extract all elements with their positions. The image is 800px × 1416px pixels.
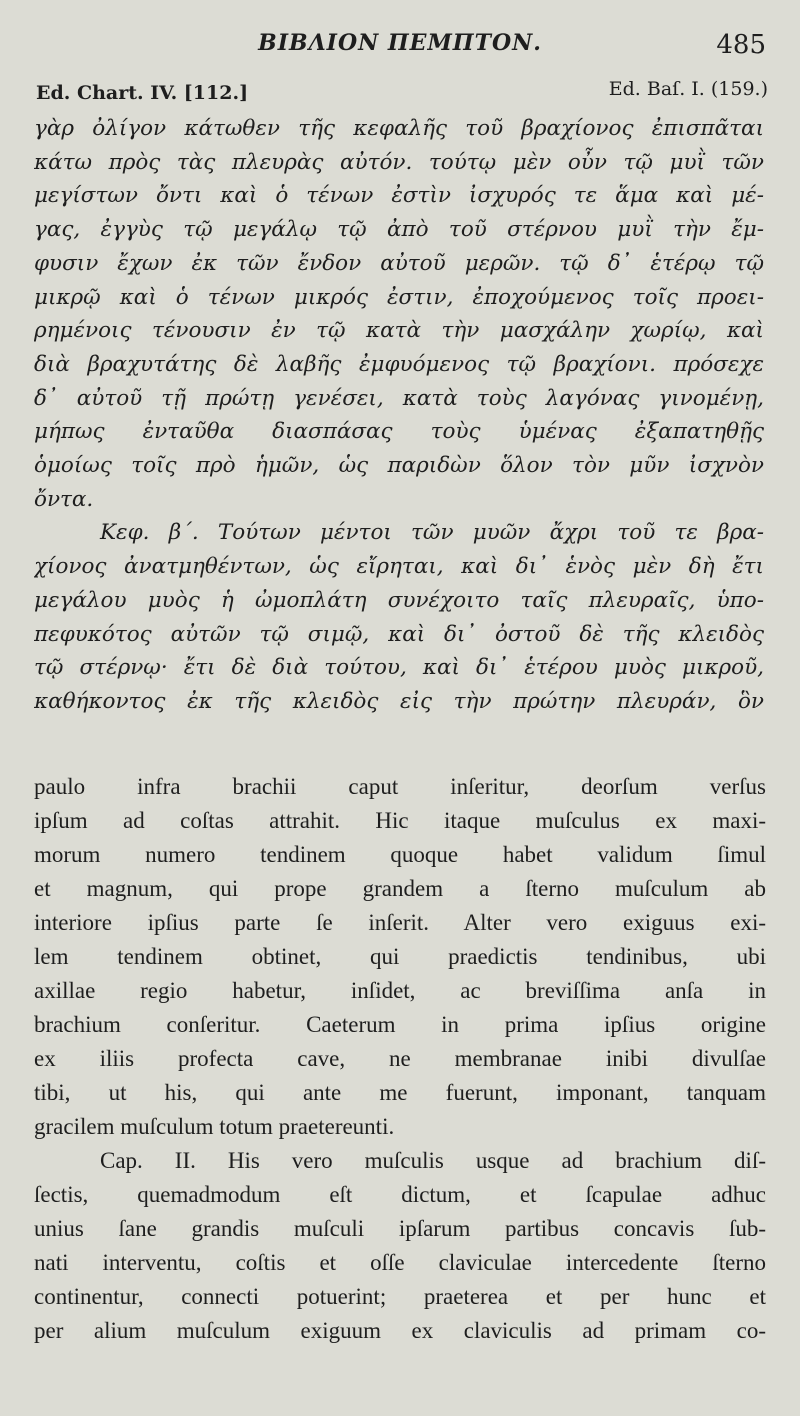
- chapter-heading-latin-line: Cap. II. His vero muſculis usque ad brachium diſ-: [100, 1148, 766, 1173]
- latin-line: per alium muſculum exiguum ex claviculis ad primam co-: [34, 1318, 766, 1343]
- latin-line: ſectis, quemadmodum eſt dictum, et ſcapulae adhuc: [34, 1182, 766, 1207]
- latin-line: brachium conſeritur. Caeterum in prima ipſius origine: [34, 1012, 766, 1037]
- greek-line: μικρῷ καὶ ὁ τένων μικρός ἐστιν, ἐποχούμενος τοῖς προει-: [34, 284, 764, 310]
- greek-line: ὄντα.: [34, 486, 94, 512]
- greek-line: ρημένοις τένουσιν ἐν τῷ κατὰ τὴν μασχάλην χωρίῳ, καὶ: [34, 318, 764, 344]
- chapter-heading-greek-line: Κεφ. β΄. Τούτων μέντοι τῶν μυῶν ἄχρι τοῦ τε βρα-: [100, 520, 764, 546]
- latin-line: unius ſane grandis muſculi ipſarum partibus concavis ſub-: [34, 1216, 766, 1241]
- greek-line: φυσιν ἔχων ἐκ τῶν ἔνδον αὐτοῦ μερῶν. τῷ δ᾽ ἑτέρῳ τῷ: [34, 250, 764, 276]
- latin-line: morum numero tendinem quoque habet validum ſimul: [34, 842, 766, 867]
- edition-reference-right: Ed. Baſ. I. (159.): [608, 78, 768, 100]
- greek-line: κάτω πρὸς τὰς πλευρὰς αὐτόν. τούτῳ μὲν οὖν τῷ μυῒ τῶν: [34, 149, 764, 175]
- latin-line: interiore ipſius parte ſe inſerit. Alter vero exiguus exi-: [34, 910, 766, 935]
- greek-line: καθήκοντος ἐκ τῆς κλειδὸς εἰς τὴν πρώτην πλευράν, ὃν: [34, 688, 764, 714]
- latin-line: continentur, connecti potuerint; praeterea et per hunc et: [34, 1284, 766, 1309]
- greek-line: δ᾽ αὐτοῦ τῇ πρώτῃ γενέσει, κατὰ τοὺς λαγόνας γινομένῃ,: [34, 385, 764, 411]
- page-number: 485: [716, 30, 766, 60]
- latin-line: ex iliis profecta cave, ne membranae inibi divulſae: [34, 1046, 766, 1071]
- greek-line: μεγάλου μυὸς ἡ ὠμοπλάτη συνέχοιτο ταῖς πλευραῖς, ὑπο-: [34, 587, 764, 613]
- greek-line: τῷ στέρνῳ· ἔτι δὲ διὰ τούτου, καὶ δι᾽ ἑτέρου μυὸς μικροῦ,: [34, 655, 764, 681]
- greek-line: γας, ἐγγὺς τῷ μεγάλῳ τῷ ἀπὸ τοῦ στέρνου μυῒ τὴν ἔμ-: [34, 217, 764, 243]
- latin-line: lem tendinem obtinet, qui praedictis tendinibus, ubi: [34, 944, 766, 969]
- greek-line: ὁμοίως τοῖς πρὸ ἡμῶν, ὡς παριδὼν ὅλον τὸν μῦν ἰσχνὸν: [34, 453, 764, 479]
- greek-line: χίονος ἀνατμηθέντων, ὡς εἴρηται, καὶ δι᾽ ἑνὸς μὲν δὴ ἔτι: [34, 554, 764, 580]
- greek-line: μήπως ἐνταῦθα διασπάσας τοὺς ὑμένας ἐξαπατηθῇς: [34, 419, 764, 445]
- greek-line: πεφυκότος αὐτῶν τῷ σιμῷ, καὶ δι᾽ ὀστοῦ δὲ τῆς κλειδὸς: [34, 621, 764, 647]
- latin-line: et magnum, qui prope grandem a ſterno muſculum ab: [34, 876, 766, 901]
- greek-line: μεγίστων ὄντι καὶ ὁ τένων ἐστὶν ἰσχυρός τε ἅμα καὶ μέ-: [34, 183, 764, 209]
- greek-line: γὰρ ὀλίγον κάτωθεν τῆς κεφαλῆς τοῦ βραχίονος ἐπισπᾶται: [34, 116, 764, 141]
- latin-line: nati interventu, coſtis et oſſe claviculae intercedente ſterno: [34, 1250, 766, 1275]
- latin-line: axillae regio habetur, inſidet, ac breviſſima anſa in: [34, 978, 766, 1003]
- latin-line: tibi, ut his, qui ante me fuerunt, imponant, tanquam: [34, 1080, 766, 1105]
- latin-line: paulo infra brachii caput inſeritur, deorſum verſus: [34, 774, 766, 799]
- greek-text-block: [34, 112, 764, 719]
- latin-line: ipſum ad coſtas attrahit. Hic itaque muſculus ex maxi-: [34, 808, 766, 833]
- greek-line: διὰ βραχυτάτης δὲ λαβῆς ἐμφυόμενος τῷ βραχίονι. πρόσεχε: [34, 351, 764, 377]
- latin-text-block: [34, 770, 766, 1348]
- latin-line: gracilem muſculum totum praetereunti.: [34, 1114, 395, 1139]
- running-title: BIBΛΙΟΝ ΠΕΜΠΤΟΝ.: [258, 30, 542, 56]
- edition-reference-left: Ed. Chart. IV. [112.]: [36, 82, 249, 104]
